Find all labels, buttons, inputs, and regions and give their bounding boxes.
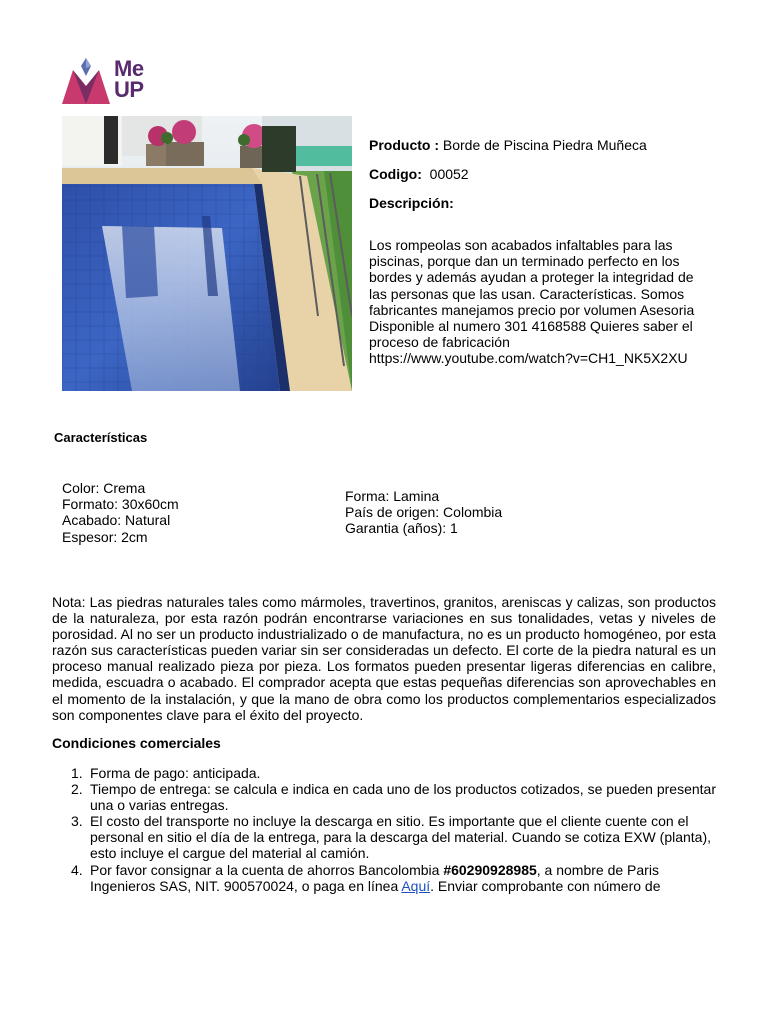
- list-number: 1.: [71, 765, 83, 781]
- list-item: [52, 862, 722, 894]
- feature-format: Formato: 30x60cm: [62, 496, 179, 513]
- feature-finish: Acabado: Natural: [62, 512, 171, 529]
- meup-logo: [60, 56, 160, 108]
- product-name: Borde de Piscina Piedra Muñeca: [442, 137, 647, 153]
- conditions-list: [52, 765, 722, 894]
- list-item-text: El costo del transporte no incluye la descarga en sitio. Es importante que el cliente cuente con el personal en sitio el día de la entrega, para la descarga del material. Cuando se cotiza EXW (planta), esto incluye el cargue del material al camión.: [90, 813, 712, 862]
- product-name-row: [369, 137, 709, 153]
- description-label: Descripción:: [369, 195, 454, 211]
- list-number: 3.: [71, 813, 83, 830]
- product-label: Producto :: [369, 137, 439, 153]
- list-number: 4.: [71, 861, 83, 878]
- feature-color: Color: Crema: [62, 480, 146, 496]
- payment-text-post: . Enviar comprobante con número de: [430, 877, 661, 894]
- list-item: [52, 781, 722, 813]
- logo-wordmark: [114, 58, 144, 100]
- feature-thickness: Espesor: 2cm: [62, 528, 148, 545]
- feature-warranty: Garantia (años): 1: [345, 520, 458, 537]
- product-code: 00052: [429, 166, 469, 182]
- list-item: [52, 765, 722, 781]
- product-code-row: [369, 166, 709, 182]
- logo-text-line2: UP: [114, 77, 144, 102]
- list-item-text: Tiempo de entrega: se calcula e indica en cada uno de los productos cotizados, se pueden presentar una o varias entregas.: [90, 781, 716, 814]
- feature-shape: Forma: Lamina: [345, 488, 440, 504]
- features-left-column: [62, 480, 179, 545]
- payment-text-pre: Por favor consignar a la cuenta de ahorros Bancolombia: [90, 861, 444, 878]
- description-label-row: [369, 195, 709, 211]
- description-text: Los rompeolas son acabados infaltables para las piscinas, porque dan un terminado perfecto en los bordes y además ayudan a proteger la integridad de las personas que las usan. Características. Somos fabricantes manejamos precio por volumen Asesoria Disponible al numero 301 4168588 Quieres saber el proceso de fabricación https://www.youtube.com/watch?v=CH1_NK5X2XU: [369, 237, 695, 367]
- logo-mark-icon: [60, 56, 112, 108]
- features-title: Características: [54, 430, 148, 445]
- features-right-column: [345, 488, 502, 537]
- note-paragraph: Nota: Las piedras naturales tales como mármoles, travertinos, granitos, areniscas y calizas, son productos de la naturaleza, por esta razón podrán encontrarse variaciones en sus tonalidades, vetas y niveles de porosidad. Al no ser un producto industrializado o de manufactura, no es un producto homogéneo, por esta razón sus características pueden variar sin ser consideradas un defecto. El corte de la piedra natural es un proceso manual realizado pieza por pieza. Los formatos pueden presentar ligeras diferencias en calibre, medida, escuadra o acabado. El comprador acepta que estas pequeñas diferencias son aprovechables en el momento de la instalación, y que la mano de obra como los productos complementarios especializados son componentes clave para el éxito del proyecto.: [52, 594, 716, 723]
- product-photo: [62, 116, 352, 391]
- logo-text-line1: Me: [114, 56, 144, 81]
- feature-origin: País de origen: Colombia: [345, 504, 503, 521]
- conditions-title: Condiciones comerciales: [52, 735, 221, 751]
- payment-text-mid: , a nombre de Paris Ingenieros SAS, NIT. 900570024, o paga en línea: [90, 861, 659, 894]
- list-number: 2.: [71, 781, 83, 798]
- product-info: [369, 137, 709, 367]
- pay-online-link[interactable]: Aquí: [401, 877, 431, 894]
- list-item: [52, 813, 722, 861]
- list-item-text: Forma de pago: anticipada.: [90, 765, 261, 781]
- code-label: Codigo:: [369, 166, 422, 182]
- bank-account-number: #60290928985: [443, 861, 537, 878]
